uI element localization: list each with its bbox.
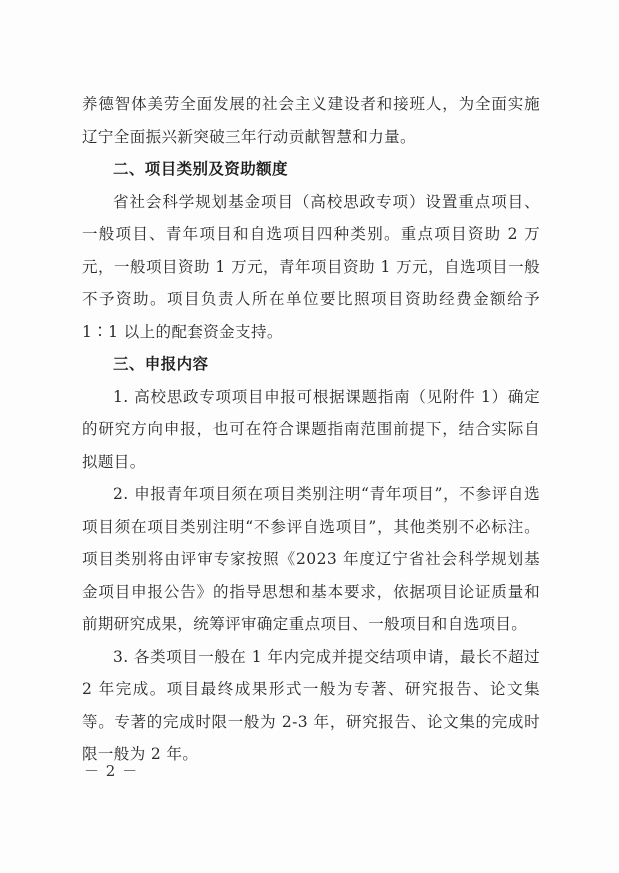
section-heading-application-content: 三、申报内容 bbox=[113, 355, 209, 373]
paragraph-funding: 省社会科学规划基金项目（高校思政专项）设置重点项目、一般项目、青年项目和自选项目四种类别。重点项目资助 2 万元，一般项目资助 1 万元，青年项目资助 1 万元，自选项目一般不予资助。项目负责人所在单位要比照项目资助经费金额给予 1∶1 以上的配套资金支持。 bbox=[82, 192, 540, 341]
paragraph-item-1: 1. 高校思政专项项目申报可根据课题指南（见附件 1）确定的研究方向申报，也可在符合课题指南范围前提下，结合实际自拟题目。 bbox=[82, 387, 540, 471]
page-number: － 2 － bbox=[84, 762, 139, 780]
paragraph-item-2: 2. 申报青年项目须在项目类别注明“青年项目”，不参评自选项目须在项目类别注明“不参评自选项目”，其他类别不必标注。项目类别将由评审专家按照《2023 年度辽宁省社会科学规划基金项目申报公告》的指导思想和基本要求，依据项目论证质量和前期研究成果，统筹评审确定重点项目、一般项目和自选项目。 bbox=[82, 485, 541, 633]
document-body bbox=[82, 88, 540, 771]
paragraph-item-3: 3. 各类项目一般在 1 年内完成并提交结项申请，最长不超过 2 年完成。项目最终成果形式一般为专著、研究报告、论文集等。专著的完成时限一般为 2-3 年，研究报告、论文集的完成时限一般为 2 年。 bbox=[82, 647, 540, 763]
paragraph-continuation: 养德智体美劳全面发展的社会主义建设者和接班人，为全面实施辽宁全面振兴新突破三年行动贡献智慧和力量。 bbox=[82, 95, 540, 146]
section-heading-project-categories: 二、项目类别及资助额度 bbox=[113, 160, 288, 178]
